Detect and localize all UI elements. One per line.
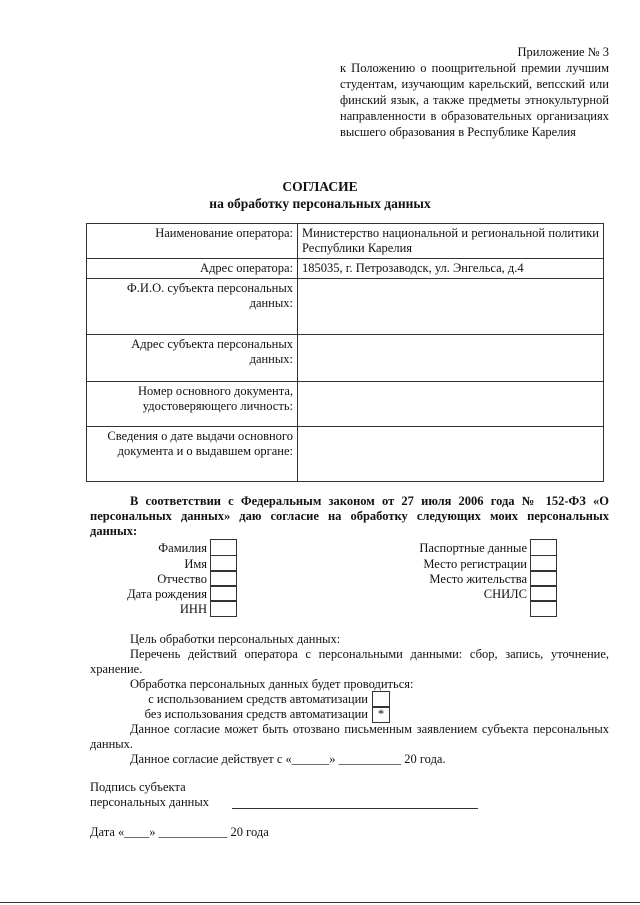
signature-label	[90, 780, 290, 810]
annex-number: Приложение № 3	[517, 45, 609, 59]
page-bottom-divider	[0, 902, 640, 903]
table-row	[87, 259, 604, 279]
checklist-label: СНИЛС	[483, 587, 527, 601]
table-row	[87, 335, 604, 382]
table-row	[87, 224, 604, 259]
checklist-label: Отчество	[157, 572, 207, 586]
title-line-1: СОГЛАСИЕ	[282, 179, 358, 194]
automation-option	[100, 706, 390, 723]
checklist-item	[100, 600, 237, 618]
processing-label: Обработка персональных данных будет проводиться:	[130, 677, 414, 691]
date-line: Дата «____» ___________ 20 года	[90, 825, 269, 839]
table-row	[87, 382, 604, 427]
actions-text: Перечень действий оператора с персональными данными: сбор, запись, уточнение, хранение.	[90, 647, 609, 676]
passport-checkbox[interactable]	[530, 539, 557, 556]
subject-name-label: Ф.И.О. субъекта персональных данных:	[87, 279, 298, 335]
purpose-label: Цель обработки персональных данных:	[130, 632, 341, 646]
checklist-label: Место жительства	[429, 572, 527, 586]
validity-text: Данное согласие действует с «______» __________ 20 года.	[130, 752, 446, 766]
title-line-2: на обработку персональных данных	[209, 196, 431, 211]
id-document-field[interactable]	[298, 382, 604, 427]
checklist-label: Имя	[184, 557, 207, 571]
checklist-label: Паспортные данные	[419, 541, 527, 555]
document-title	[0, 178, 640, 212]
surname-checkbox[interactable]	[210, 539, 237, 556]
issue-info-field[interactable]	[298, 427, 604, 482]
annex-text: к Положению о поощрительной премии лучшим студентам, изучающим карельский, вепсский или финский язык, а также предметы этнокультурной направленности в образовательных организациях высшего образования в Республике Карелия	[340, 61, 609, 139]
revocation-text: Данное согласие может быть отозвано письменным заявлением субъекта персональных данных.	[90, 722, 609, 751]
table-row	[87, 427, 604, 482]
operator-name-value: Министерство национальной и региональной политики Республики Карелия	[298, 224, 604, 259]
issue-info-label: Сведения о дате выдачи основного документа и о выдавшем органе:	[87, 427, 298, 482]
without-automation-checkbox[interactable]: *	[372, 706, 390, 723]
operator-info-table	[86, 223, 604, 482]
annex-header	[340, 44, 609, 140]
subject-name-field[interactable]	[298, 279, 604, 335]
operator-name-label: Наименование оператора:	[87, 224, 298, 259]
checklist-label: Фамилия	[158, 541, 207, 555]
subject-address-field[interactable]	[298, 335, 604, 382]
id-document-label: Номер основного документа, удостоверяющего личность:	[87, 382, 298, 427]
inn-checkbox[interactable]	[210, 600, 237, 617]
extra-checkbox[interactable]	[530, 600, 557, 617]
checklist-label: Место регистрации	[423, 557, 527, 571]
table-row	[87, 279, 604, 335]
signature-label-line-2: персональных данных	[90, 795, 209, 809]
automation-option-label: без использования средств автоматизации	[144, 707, 368, 721]
signature-line[interactable]	[232, 808, 478, 809]
signature-label-line-1: Подпись субъекта	[90, 780, 186, 794]
operator-address-value: 185035, г. Петрозаводск, ул. Энгельса, д.4	[298, 259, 604, 279]
automation-option-label: с использованием средств автоматизации	[148, 692, 368, 706]
checklist-label: ИНН	[179, 602, 207, 616]
operator-address-label: Адрес оператора:	[87, 259, 298, 279]
subject-address-label: Адрес субъекта персональных данных:	[87, 335, 298, 382]
checklist-item	[380, 600, 557, 618]
consent-statement: В соответствии с Федеральным законом от 27 июля 2006 года № 152-ФЗ «О персональных данных» даю согласие на обработку следующих моих персональных данных:	[90, 494, 609, 538]
checklist-label: Дата рождения	[127, 587, 207, 601]
